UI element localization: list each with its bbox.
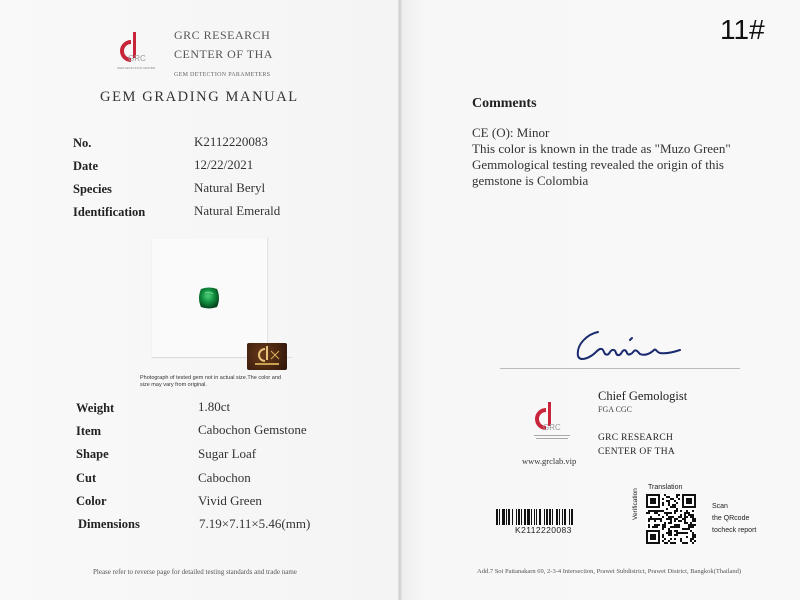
- barcode: [496, 509, 606, 525]
- field-label-cut: Cut: [76, 471, 97, 485]
- chief-credentials: FGA CGC: [598, 405, 633, 414]
- comment-line-4: gemstone is Colombia: [472, 173, 589, 188]
- field-label-weight: Weight: [76, 401, 115, 415]
- field-value-species: Natural Beryl: [194, 180, 266, 195]
- comment-line-1: CE (O): Minor: [472, 125, 550, 140]
- field-value-weight: 1.80ct: [198, 399, 231, 414]
- qr-code[interactable]: [646, 494, 696, 544]
- field-label-color: Color: [76, 494, 107, 508]
- scan-line-1: Scan: [712, 503, 728, 510]
- field-label-no: No.: [73, 136, 92, 150]
- manual-title: GEM GRADING MANUAL: [100, 89, 299, 105]
- field-value-date: 12/22/2021: [194, 157, 254, 172]
- website-link[interactable]: www.grclab.vip: [522, 456, 577, 466]
- comment-line-2: This color is known in the trade as "Muzo Green": [472, 141, 731, 156]
- field-label-species: Species: [73, 182, 112, 196]
- field-label-date: Date: [73, 159, 98, 173]
- field-value-identification: Natural Emerald: [194, 203, 281, 218]
- badge-number: 11#: [720, 14, 765, 45]
- logo-small-text: GEM DETECTION CENTER: [117, 66, 156, 70]
- emerald-gem-image: [196, 285, 222, 311]
- logo-text: GRC: [128, 54, 146, 63]
- scan-line-3: tocheck report: [712, 527, 757, 534]
- field-value-color: Vivid Green: [198, 493, 262, 508]
- photo-caption: Photograph of tested gem not in actual size.The color and size may vary from original.: [140, 375, 281, 388]
- hologram-seal: [247, 343, 287, 370]
- signature: [570, 322, 690, 366]
- verification-label: Verification: [632, 488, 639, 520]
- left-footnote: Please refer to reverse page for detailed testing standards and trade name: [93, 568, 297, 576]
- chief-gemologist-title: Chief Gemologist: [598, 389, 688, 403]
- field-label-identification: Identification: [73, 205, 146, 219]
- org-subtitle: GEM DETECTION PARAMETERS: [174, 72, 271, 78]
- field-value-no: K2112220083: [194, 134, 268, 149]
- field-label-item: Item: [76, 424, 101, 438]
- grc-logo-small: [528, 400, 576, 446]
- photo-frame-edge: [267, 238, 268, 358]
- translation-label: Translation: [648, 484, 683, 491]
- scan-line-2: the QRcode: [712, 515, 750, 522]
- field-label-dimensions: Dimensions: [78, 517, 140, 531]
- comment-line-3: Gemmological testing revealed the origin of this: [472, 157, 724, 172]
- signature-line: [500, 368, 740, 369]
- field-label-shape: Shape: [76, 447, 109, 461]
- book-spine: [398, 0, 402, 600]
- field-value-item: Cabochon Gemstone: [198, 422, 307, 437]
- grc-research-line1: GRC RESEARCH: [598, 433, 674, 443]
- logo-text: GRC: [543, 423, 561, 432]
- field-value-cut: Cabochon: [198, 470, 251, 485]
- grc-research-line2: CENTER OF THA: [598, 447, 676, 457]
- field-value-shape: Sugar Loaf: [198, 446, 257, 461]
- comments-title: Comments: [472, 96, 537, 111]
- org-name-line2: CENTER OF THA: [174, 47, 273, 61]
- field-value-dimensions: 7.19×7.11×5.46(mm): [199, 516, 311, 531]
- right-footnote: Add.7 Soi Pattanakarn 69, 2-3-4 Intersection, Prawet Subdistrict, Prawet District, Bangkok(Thailand): [477, 568, 742, 575]
- barcode-number: K2112220083: [515, 525, 572, 535]
- org-name-line1: GRC RESEARCH: [174, 28, 271, 42]
- grc-logo: [113, 30, 163, 78]
